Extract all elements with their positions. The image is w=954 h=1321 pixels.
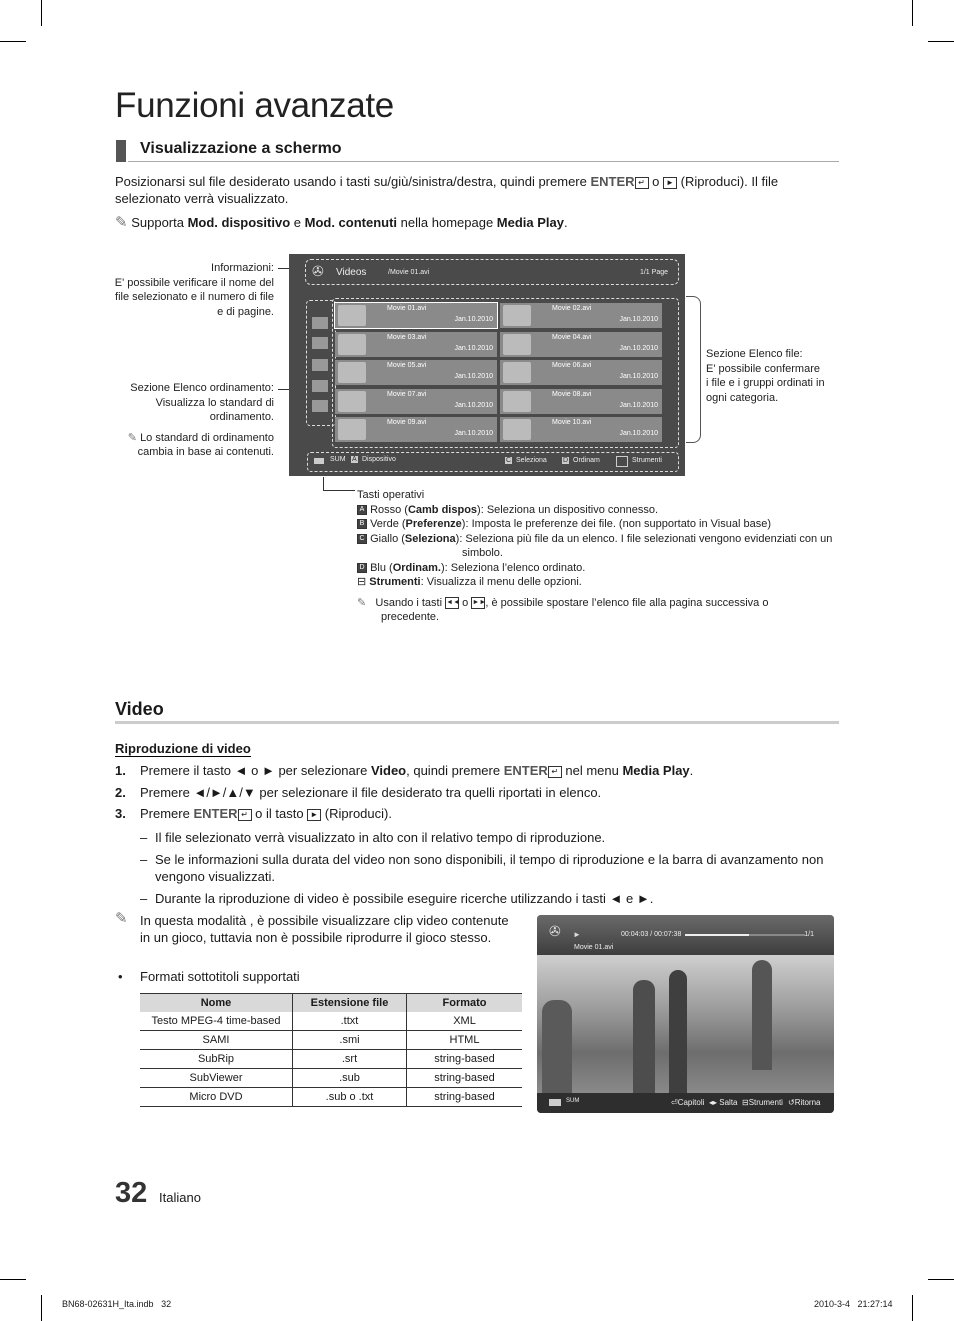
key-text: Giallo ( bbox=[370, 532, 405, 545]
rewind-icon: ◄◄ bbox=[445, 597, 459, 609]
video-thumbnail-icon bbox=[503, 305, 531, 326]
callout-line-keys bbox=[323, 490, 355, 491]
left-right-icon: ◂▸ bbox=[709, 1098, 718, 1107]
device-label: SUM bbox=[330, 456, 346, 463]
callout-line: cambia in base ai contenuti. bbox=[137, 446, 274, 458]
note-bold: Media Play bbox=[496, 215, 564, 230]
callout-line-keys bbox=[323, 477, 324, 491]
enter-label: ENTER bbox=[590, 174, 635, 189]
table-header-row bbox=[140, 994, 522, 1013]
enter-label: ENTER bbox=[503, 763, 548, 778]
step-num: 2. bbox=[115, 785, 126, 800]
category-label: Videos bbox=[336, 267, 367, 278]
tools-button[interactable] bbox=[742, 1098, 783, 1107]
sort-date-icon[interactable] bbox=[312, 359, 328, 371]
video-thumbnail-icon bbox=[503, 362, 531, 383]
table-cell: .ttxt bbox=[293, 1012, 407, 1031]
tools-icon bbox=[616, 456, 628, 467]
callout-note bbox=[100, 431, 274, 446]
video-thumbnail-icon bbox=[338, 334, 366, 355]
note-text: nella homepage bbox=[397, 215, 497, 230]
note-text: Supporta bbox=[131, 215, 188, 230]
step-text: Premere ◄/►/▲/▼ per selezionare il file desiderato tra quelli riportati in elenco. bbox=[140, 785, 602, 800]
callout-line: Informazioni: bbox=[211, 262, 274, 274]
table-cell: string-based bbox=[407, 1050, 523, 1069]
return-icon: ↺ bbox=[788, 1098, 795, 1107]
video-rule bbox=[115, 721, 839, 724]
step-text: o il tasto bbox=[251, 806, 308, 821]
video-thumbnail-icon bbox=[338, 362, 366, 383]
key-green bbox=[357, 517, 837, 532]
file-name: Movie 09.avi bbox=[387, 419, 427, 426]
enter-label: ENTER bbox=[193, 806, 238, 821]
key-d-badge: D bbox=[563, 457, 569, 464]
device-icon bbox=[549, 1099, 561, 1106]
key-bold: Preferenze bbox=[405, 518, 462, 530]
detail-2 bbox=[140, 851, 840, 885]
note-pencil-icon: ✎ bbox=[115, 910, 128, 927]
intro-text: (Riproduci). Il file bbox=[677, 174, 779, 189]
note-pencil-icon: ✎ bbox=[357, 596, 367, 609]
key-d-badge: D bbox=[357, 563, 367, 573]
step-text: nel menu bbox=[561, 763, 623, 778]
file-name: Movie 01.avi bbox=[387, 305, 427, 312]
note-text: In questa modalità , è possibile visualizzare clip video contenute bbox=[140, 913, 509, 928]
print-footer-date: 2010-3-4 21:27:14 bbox=[814, 1299, 893, 1309]
bullet-text: Formati sottotitoli supportati bbox=[140, 969, 300, 984]
detail-text: Il file selezionato verrà visualizzato in alto con il relativo tempo di riproduzione. bbox=[155, 830, 606, 845]
playback-footer bbox=[537, 1093, 834, 1113]
video-thumbnail-icon bbox=[503, 419, 531, 440]
page-label: 1/1 Page bbox=[639, 269, 668, 276]
subtitle-format-table bbox=[140, 993, 522, 1107]
file-name: Movie 07.avi bbox=[387, 390, 427, 398]
callout-line: file selezionato e il numero di file bbox=[115, 291, 274, 303]
file-name: Movie 02.avi bbox=[552, 305, 592, 312]
video-thumbnail-icon bbox=[338, 419, 366, 440]
sort-button[interactable]: Ordinam bbox=[573, 457, 600, 464]
key-blue bbox=[357, 561, 837, 576]
file-date: Jan.10.2010 bbox=[619, 401, 658, 409]
table-row bbox=[140, 1069, 522, 1088]
table-row bbox=[140, 1012, 522, 1031]
device-icon bbox=[314, 458, 324, 464]
file-item[interactable] bbox=[500, 389, 662, 414]
playback-header bbox=[537, 915, 834, 955]
video-heading: Video bbox=[115, 699, 164, 719]
video-thumbnail-icon bbox=[503, 391, 531, 412]
key-c-badge: C bbox=[506, 457, 512, 464]
table-row bbox=[140, 1050, 522, 1069]
info-bar bbox=[305, 259, 679, 285]
file-list bbox=[332, 298, 679, 448]
skip-label: Salta bbox=[719, 1098, 738, 1107]
callout-line: Sezione Elenco ordinamento: bbox=[130, 382, 274, 394]
key-a-badge: A bbox=[352, 456, 357, 463]
keys-heading: Tasti operativi bbox=[357, 489, 425, 501]
file-date: Jan.10.2010 bbox=[619, 373, 658, 380]
note-pencil-icon: ✎ bbox=[127, 431, 141, 444]
giraffe-shape bbox=[669, 970, 687, 1095]
bullet-dot: • bbox=[118, 969, 123, 984]
key-tools bbox=[357, 575, 837, 590]
film-reel-icon: ✇ bbox=[549, 923, 561, 939]
key-text: ): Imposta le preferenze dei file. (non supportato in Visual base) bbox=[461, 518, 771, 530]
col-header: Nome bbox=[140, 994, 293, 1013]
enter-icon: ⏎ bbox=[671, 1098, 678, 1107]
play-status-icon: ► bbox=[573, 930, 581, 939]
skip-button[interactable] bbox=[709, 1098, 738, 1107]
step-text: Premere il tasto ◄ o ► per selezionare bbox=[140, 763, 371, 778]
chapters-button[interactable] bbox=[671, 1098, 704, 1107]
step-text: Premere bbox=[140, 806, 194, 821]
key-text: , è possibile spostare l’elenco file alla pagina successiva o bbox=[485, 596, 769, 609]
table-cell: SubViewer bbox=[140, 1069, 293, 1088]
table-cell: string-based bbox=[407, 1069, 523, 1088]
file-item[interactable] bbox=[500, 360, 662, 385]
key-yellow bbox=[357, 532, 837, 547]
crop-mark bbox=[912, 1295, 913, 1321]
table-cell: .srt bbox=[293, 1050, 407, 1069]
tools-icon: ⊟ bbox=[742, 1098, 749, 1107]
video-thumbnail-icon bbox=[503, 334, 531, 355]
dash: – bbox=[140, 891, 148, 906]
sort-title-icon[interactable] bbox=[312, 337, 328, 349]
table-cell: string-based bbox=[407, 1088, 523, 1107]
video-note bbox=[115, 912, 535, 946]
crop-mark bbox=[0, 1279, 26, 1280]
key-bold: Ordinam. bbox=[392, 561, 441, 574]
section-rule bbox=[128, 161, 839, 162]
fast-forward-icon: ►► bbox=[471, 597, 485, 609]
step-text: . bbox=[689, 763, 694, 778]
file-name: Movie 03.avi bbox=[387, 333, 427, 341]
file-date: Jan.10.2010 bbox=[619, 316, 658, 323]
subtitle-bullet bbox=[118, 968, 300, 985]
table-cell: Testo MPEG-4 time-based bbox=[140, 1012, 293, 1031]
crop-mark bbox=[912, 0, 913, 26]
play-icon: ► bbox=[307, 809, 321, 821]
note-pencil-icon: ✎ bbox=[115, 214, 128, 231]
note-bold: Mod. contenuti bbox=[304, 215, 398, 230]
file-date: Jan.10.2010 bbox=[454, 373, 493, 380]
intro-text: o bbox=[648, 174, 663, 189]
progress-fill bbox=[685, 934, 749, 936]
file-date: Jan.10.2010 bbox=[454, 316, 493, 323]
enter-icon: ↵ bbox=[238, 809, 252, 821]
media-play-screen bbox=[289, 254, 685, 476]
file-name: Movie 10.avi bbox=[552, 419, 592, 426]
enter-icon: ↵ bbox=[548, 766, 562, 778]
page-title: Funzioni avanzate bbox=[115, 86, 394, 125]
table-cell: .sub bbox=[293, 1069, 407, 1088]
callout-line: E' possibile verificare il nome del bbox=[114, 276, 274, 289]
video-subheading: Riproduzione di video bbox=[115, 741, 251, 756]
file-date: Jan.10.2010 bbox=[454, 430, 493, 437]
note-text: . bbox=[564, 215, 568, 230]
note-text: in un gioco, tuttavia non è possibile riprodurre il gioco stesso. bbox=[140, 930, 492, 945]
device-button[interactable]: Dispositivo bbox=[362, 456, 396, 463]
step-text: , quindi premere bbox=[406, 763, 504, 778]
operation-keys bbox=[357, 488, 837, 625]
step-num: 1. bbox=[115, 763, 126, 778]
key-text: Rosso ( bbox=[370, 503, 408, 516]
intro-text: selezionato verrà visualizzato. bbox=[115, 191, 289, 206]
return-button[interactable] bbox=[788, 1098, 821, 1107]
time-label: 00:04:03 / 00:07:38 bbox=[621, 931, 682, 938]
step-num: 3. bbox=[115, 806, 126, 821]
tools-icon: ⊟ bbox=[357, 576, 367, 588]
file-date: Jan.10.2010 bbox=[454, 344, 493, 352]
callout-line: ordinamento. bbox=[209, 411, 274, 423]
file-item[interactable] bbox=[500, 303, 662, 328]
keys-note bbox=[357, 596, 837, 611]
callout-line: E' possibile confermare bbox=[706, 362, 820, 375]
file-name: Movie 06.avi bbox=[552, 362, 592, 369]
dash: – bbox=[140, 852, 148, 867]
file-date: Jan.10.2010 bbox=[619, 344, 658, 352]
step-1 bbox=[115, 762, 840, 779]
callout-info bbox=[100, 261, 274, 319]
table-cell: HTML bbox=[407, 1031, 523, 1050]
step-3 bbox=[115, 805, 840, 822]
step-2 bbox=[115, 784, 840, 801]
table-cell: XML bbox=[407, 1012, 523, 1031]
step-bold: Media Play bbox=[622, 763, 690, 778]
select-button[interactable]: Seleziona bbox=[516, 457, 547, 464]
crop-mark bbox=[41, 0, 42, 26]
table-cell: SAMI bbox=[140, 1031, 293, 1050]
key-bold: Seleziona bbox=[404, 532, 456, 545]
tools-label: Strumenti bbox=[748, 1098, 783, 1107]
file-name: Movie 05.avi bbox=[387, 362, 427, 369]
crop-mark bbox=[928, 1279, 954, 1280]
file-item[interactable] bbox=[335, 332, 497, 357]
step-bold: Video bbox=[370, 763, 407, 778]
crop-mark bbox=[41, 1295, 42, 1321]
callout-line: Lo standard di ordinamento bbox=[140, 431, 274, 444]
callout-line: ogni categoria. bbox=[706, 391, 779, 404]
note-text: e bbox=[290, 215, 305, 230]
support-note bbox=[115, 214, 840, 231]
key-bold: Camb dispos bbox=[407, 503, 478, 516]
col-header: Estensione file bbox=[293, 994, 407, 1013]
table-row bbox=[140, 1031, 522, 1050]
enter-icon: ↵ bbox=[635, 177, 649, 189]
path-label: /Movie 01.avi bbox=[388, 269, 430, 276]
key-b-badge: B bbox=[357, 519, 367, 529]
file-item[interactable] bbox=[335, 303, 497, 328]
device-label: SUM bbox=[566, 1098, 580, 1104]
key-c-badge: C bbox=[357, 534, 367, 544]
key-bold: Strumenti bbox=[369, 576, 421, 588]
table-cell: .sub o .txt bbox=[293, 1088, 407, 1107]
operation-bar bbox=[307, 452, 679, 472]
count-label: 1/1 bbox=[804, 931, 814, 938]
callout-sort bbox=[100, 381, 274, 460]
chapters-label: Capitoli bbox=[677, 1098, 705, 1107]
video-frame bbox=[537, 955, 834, 1095]
sort-type-icon[interactable] bbox=[312, 380, 328, 392]
key-red bbox=[357, 503, 837, 518]
print-footer-file: BN68-02631H_Ita.indb 32 bbox=[62, 1299, 172, 1309]
film-reel-icon: ✇ bbox=[312, 263, 324, 279]
return-label: Ritorna bbox=[794, 1098, 821, 1107]
key-text: Usando i tasti bbox=[375, 596, 446, 609]
detail-text: Durante la riproduzione di video è possibile eseguire ricerche utilizzando i tasti ◄ e ►. bbox=[155, 891, 654, 906]
key-text: o bbox=[459, 596, 472, 609]
section-marker bbox=[116, 140, 126, 162]
key-text: Blu ( bbox=[370, 561, 393, 574]
key-text: ): Seleziona più file da un elenco. I file selezionati vengono evidenziati con un bbox=[455, 532, 833, 545]
file-item[interactable] bbox=[335, 417, 497, 442]
section-heading: Visualizzazione a schermo bbox=[140, 140, 342, 157]
crop-mark bbox=[0, 41, 26, 42]
file-date: Jan.10.2010 bbox=[454, 401, 493, 409]
file-item[interactable] bbox=[335, 360, 497, 385]
callout-bracket-list bbox=[686, 296, 701, 443]
callout-line: i file e i gruppi ordinati in bbox=[706, 377, 825, 389]
giraffe-shape bbox=[752, 960, 772, 1070]
giraffe-shape bbox=[542, 1000, 572, 1095]
file-label: Movie 01.avi bbox=[574, 944, 614, 951]
file-name: Movie 04.avi bbox=[552, 333, 592, 341]
file-item[interactable] bbox=[500, 417, 662, 442]
file-item[interactable] bbox=[500, 332, 662, 357]
callout-line: Sezione Elenco file: bbox=[706, 348, 803, 360]
file-item[interactable] bbox=[335, 389, 497, 414]
key-text: precedente. bbox=[381, 611, 440, 623]
col-header: Formato bbox=[407, 994, 523, 1013]
step-text: (Riproduci). bbox=[321, 806, 392, 821]
key-text: Verde ( bbox=[370, 518, 406, 530]
video-playback-screen bbox=[537, 915, 834, 1113]
table-row bbox=[140, 1088, 522, 1107]
play-icon: ► bbox=[663, 177, 677, 189]
intro-text: Posizionarsi sul file desiderato usando i tasti su/giù/sinistra/destra, quindi premere bbox=[115, 174, 591, 189]
progress-track[interactable] bbox=[685, 934, 805, 936]
callout-line: e di pagine. bbox=[217, 305, 274, 318]
callout-line: Visualizza lo standard di bbox=[155, 396, 274, 409]
file-name: Movie 08.avi bbox=[552, 390, 592, 398]
detail-3 bbox=[140, 890, 840, 907]
dash: – bbox=[140, 830, 148, 845]
video-thumbnail-icon bbox=[338, 305, 366, 326]
key-a-badge: A bbox=[357, 505, 367, 515]
file-date: Jan.10.2010 bbox=[619, 430, 658, 437]
key-text: ): Seleziona l’elenco ordinato. bbox=[440, 561, 586, 574]
detail-text: vengono visualizzati. bbox=[155, 869, 275, 884]
key-text: : Visualizza il menu delle opzioni. bbox=[420, 576, 582, 588]
tools-button[interactable]: Strumenti bbox=[632, 457, 662, 464]
table-cell: Micro DVD bbox=[140, 1088, 293, 1107]
crop-mark bbox=[928, 41, 954, 42]
note-bold: Mod. dispositivo bbox=[187, 215, 291, 230]
sort-favorite-icon[interactable] bbox=[312, 400, 328, 412]
sort-folder-icon[interactable] bbox=[312, 317, 328, 329]
detail-text: Se le informazioni sulla durata del video non sono disponibili, il tempo di riproduzione e la barra di avanzamento non bbox=[155, 852, 824, 867]
detail-1 bbox=[140, 829, 840, 846]
page-language: Italiano bbox=[159, 1190, 201, 1205]
key-text: ): Seleziona un dispositivo connesso. bbox=[477, 503, 659, 516]
intro-paragraph bbox=[115, 173, 840, 207]
video-thumbnail-icon bbox=[338, 391, 366, 412]
table-cell: SubRip bbox=[140, 1050, 293, 1069]
key-text: simbolo. bbox=[462, 547, 503, 559]
table-cell: .smi bbox=[293, 1031, 407, 1050]
page-number: 32 bbox=[115, 1177, 148, 1209]
callout-list bbox=[706, 347, 846, 405]
giraffe-shape bbox=[633, 980, 655, 1095]
